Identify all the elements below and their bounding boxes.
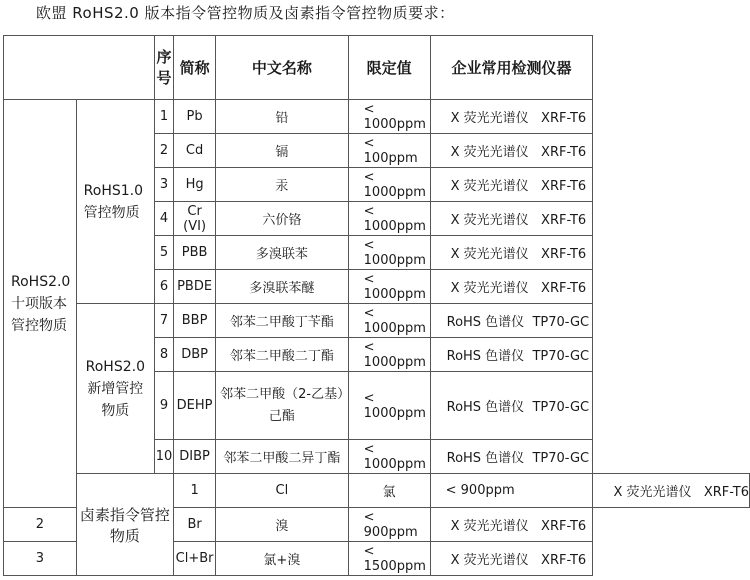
group-rohs2 xyxy=(4,100,77,508)
table-row xyxy=(4,100,750,134)
cell-instrument: X 荧光光谱仪 XRF-T6 xyxy=(430,100,593,134)
cell-limit: < 1000ppm xyxy=(348,168,430,202)
cell-abbr: Hg xyxy=(174,168,216,202)
subgroup-rohs2-new-label: RoHS2.0新增管控物质 xyxy=(85,358,145,419)
header-empty-cell xyxy=(4,36,155,100)
table-row xyxy=(4,474,750,508)
cell-abbr: BBP xyxy=(174,304,216,338)
cell-instrument: RoHS 色谱仪 TP70-GC xyxy=(430,440,593,474)
cell-seq: 7 xyxy=(154,304,173,338)
cell-abbr: Br xyxy=(174,508,216,542)
group-rohs2-label: RoHS2.0十项版本管控物质 xyxy=(11,273,71,334)
table-row xyxy=(4,304,750,338)
cell-instrument: RoHS 色谱仪 TP70-GC xyxy=(430,372,593,440)
cell-name: 六价铬 xyxy=(216,202,349,236)
cell-limit: < 1000ppm xyxy=(348,304,430,338)
cell-abbr: Cd xyxy=(174,134,216,168)
cell-seq: 1 xyxy=(154,100,173,134)
cell-abbr: PBB xyxy=(174,236,216,270)
cell-limit: < 1000ppm xyxy=(348,338,430,372)
cell-name: 多溴联苯醚 xyxy=(216,270,349,304)
cell-seq: 1 xyxy=(174,474,216,508)
cell-seq: 5 xyxy=(154,236,173,270)
header-seq: 序号 xyxy=(154,36,173,100)
cell-seq: 3 xyxy=(154,168,173,202)
cell-limit: < 1000ppm xyxy=(348,270,430,304)
cell-name: 邻苯二甲酸丁苄酯 xyxy=(216,304,349,338)
cell-limit: < 1000ppm xyxy=(348,440,430,474)
cell-abbr: Cl+Br xyxy=(174,542,216,576)
header-instrument: 企业常用检测仪器 xyxy=(430,36,593,100)
cell-abbr: DEHP xyxy=(174,372,216,440)
cell-instrument: X 荧光光谱仪 XRF-T6 xyxy=(430,542,593,576)
cell-abbr: PBDE xyxy=(174,270,216,304)
cell-name-text: 邻苯二甲酸（2-乙基）己酯 xyxy=(220,386,344,424)
cell-limit: < 1000ppm xyxy=(348,372,430,440)
cell-abbr: DIBP xyxy=(174,440,216,474)
group-halogen: 卤素指令管控物质 xyxy=(76,474,173,576)
cell-instrument: RoHS 色谱仪 TP70-GC xyxy=(430,338,593,372)
cell-abbr: DBP xyxy=(174,338,216,372)
cell-limit: < 1500ppm xyxy=(348,542,430,576)
cell-abbr: Pb xyxy=(174,100,216,134)
cell-limit: < 100ppm xyxy=(348,134,430,168)
cell-abbr: Cl xyxy=(216,474,349,508)
document-title: 欧盟 RoHS2.0 版本指令管控物质及卤素指令管控物质要求： xyxy=(36,4,455,22)
cell-name: 邻苯二甲酸二丁酯 xyxy=(216,338,349,372)
cell-instrument: RoHS 色谱仪 TP70-GC xyxy=(430,304,593,338)
header-name-cn: 中文名称 xyxy=(216,36,349,100)
cell-instrument: X 荧光光谱仪 XRF-T6 xyxy=(430,168,593,202)
cell-seq: 6 xyxy=(154,270,173,304)
cell-name: 多溴联苯 xyxy=(216,236,349,270)
cell-name xyxy=(216,372,349,440)
cell-seq: 3 xyxy=(4,542,77,576)
subgroup-rohs2-new xyxy=(76,304,154,474)
rohs-requirements-table xyxy=(3,35,750,576)
cell-limit: < 900ppm xyxy=(430,474,593,508)
cell-seq: 8 xyxy=(154,338,173,372)
cell-limit: < 1000ppm xyxy=(348,236,430,270)
cell-limit: < 1000ppm xyxy=(348,202,430,236)
cell-instrument: X 荧光光谱仪 XRF-T6 xyxy=(430,270,593,304)
table-header-row xyxy=(4,36,750,100)
cell-abbr: Cr (VI) xyxy=(174,202,216,236)
cell-instrument: X 荧光光谱仪 XRF-T6 xyxy=(430,202,593,236)
cell-name: 氯 xyxy=(348,474,430,508)
subgroup-rohs1 xyxy=(76,100,154,304)
cell-seq: 4 xyxy=(154,202,173,236)
cell-instrument: X 荧光光谱仪 XRF-T6 xyxy=(430,134,593,168)
cell-name: 氯+溴 xyxy=(216,542,349,576)
cell-name: 汞 xyxy=(216,168,349,202)
cell-instrument: X 荧光光谱仪 XRF-T6 xyxy=(430,236,593,270)
header-abbr: 简称 xyxy=(174,36,216,100)
cell-seq: 10 xyxy=(154,440,173,474)
cell-instrument: X 荧光光谱仪 XRF-T6 xyxy=(430,508,593,542)
cell-name: 铅 xyxy=(216,100,349,134)
cell-name: 邻苯二甲酸二异丁酯 xyxy=(216,440,349,474)
cell-instrument: X 荧光光谱仪 XRF-T6 xyxy=(593,474,750,508)
cell-seq: 2 xyxy=(4,508,77,542)
header-limit: 限定值 xyxy=(348,36,430,100)
cell-limit: < 1000ppm xyxy=(348,100,430,134)
cell-limit: < 900ppm xyxy=(348,508,430,542)
cell-seq: 2 xyxy=(154,134,173,168)
cell-name: 镉 xyxy=(216,134,349,168)
cell-seq: 9 xyxy=(154,372,173,440)
cell-name: 溴 xyxy=(216,508,349,542)
subgroup-rohs1-label: RoHS1.0管控物质 xyxy=(83,182,144,221)
